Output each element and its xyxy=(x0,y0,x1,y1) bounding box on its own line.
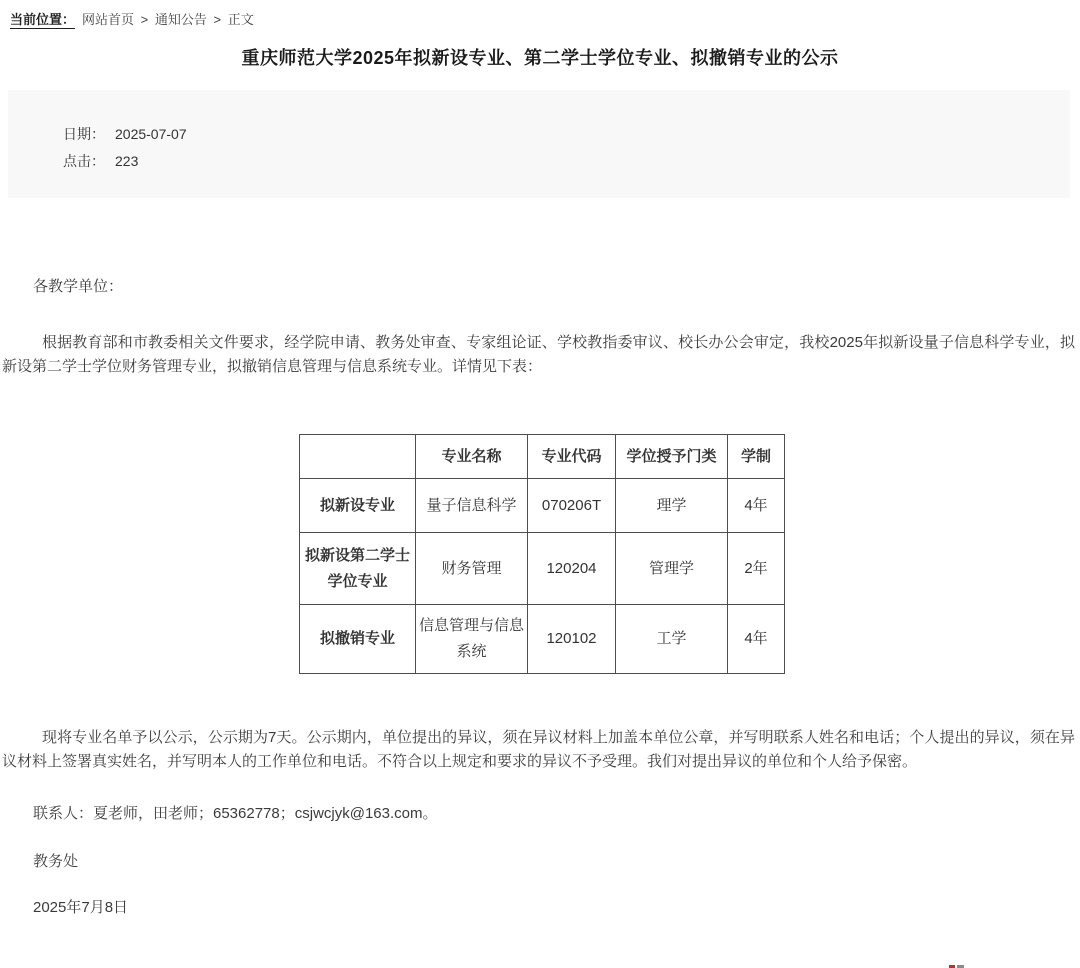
date-label: 日期： xyxy=(63,126,105,142)
row-duration: 4年 xyxy=(728,605,785,674)
row-degree-type: 理学 xyxy=(616,479,728,533)
meta-clicks-line xyxy=(63,148,1070,175)
signature-department: 教务处 xyxy=(33,853,79,870)
row-major-name: 信息管理与信息系统 xyxy=(416,605,528,674)
clicks-value: 223 xyxy=(115,153,139,169)
row-major-code: 120204 xyxy=(528,533,616,605)
row-duration: 4年 xyxy=(728,479,785,533)
meta-date-line xyxy=(63,121,1070,148)
row-category: 拟新设专业 xyxy=(300,479,416,533)
table-header-major-code: 专业代码 xyxy=(528,435,616,479)
breadcrumb-label: 当前位置： xyxy=(10,12,76,27)
contact-line: 联系人：夏老师，田老师；65362778；csjwcjyk@163.com。 xyxy=(33,805,438,822)
breadcrumb-link-home[interactable]: 网站首页 xyxy=(82,12,135,27)
breadcrumb xyxy=(10,9,254,28)
table-header-major-name: 专业名称 xyxy=(416,435,528,479)
table-row-new-major xyxy=(300,479,785,533)
row-major-code: 070206T xyxy=(528,479,616,533)
clicks-label: 点击： xyxy=(63,153,105,169)
breadcrumb-separator: > xyxy=(140,12,149,27)
table-row-revoked-major xyxy=(300,605,785,674)
table-row-second-degree xyxy=(300,533,785,605)
row-degree-type: 管理学 xyxy=(616,533,728,605)
breadcrumb-current-page: 正文 xyxy=(227,12,254,27)
salutation: 各教学单位： xyxy=(33,278,124,295)
row-duration: 2年 xyxy=(728,533,785,605)
row-category: 拟撤销专业 xyxy=(300,605,416,674)
row-category: 拟新设第二学士学位专业 xyxy=(300,533,416,605)
page-title: 重庆师范大学2025年拟新设专业、第二学士学位专业、拟撤销专业的公示 xyxy=(241,48,839,68)
breadcrumb-link-notices[interactable]: 通知公告 xyxy=(154,12,207,27)
intro-paragraph: 根据教育部和市教委相关文件要求，经学院申请、教务处审查、专家组论证、学校教指委审议、校长办公会审定，我校2025年拟新设量子信息科学专业，拟新设第二学士学位财务管理专业，拟撤销信息管理与信息系统专业。详情见下表： xyxy=(2,334,1075,375)
notice-paragraph: 现将专业名单予以公示，公示期为7天。公示期内，单位提出的异议，须在异议材料上加盖本单位公章，并写明联系人姓名和电话；个人提出的异议，须在异议材料上签署真实姓名，并写明本人的工作单位和电话。不符合以上规定和要求的异议不予受理。我们对提出异议的单位和个人给予保密。 xyxy=(2,729,1075,770)
table-header-row xyxy=(300,435,785,479)
row-major-code: 120102 xyxy=(528,605,616,674)
majors-table xyxy=(299,434,785,674)
article-meta-box xyxy=(8,90,1070,198)
signature-date: 2025年7月8日 xyxy=(33,899,129,916)
row-degree-type: 工学 xyxy=(616,605,728,674)
row-major-name: 财务管理 xyxy=(416,533,528,605)
table-header-category xyxy=(300,435,416,479)
breadcrumb-separator: > xyxy=(213,12,222,27)
table-header-duration: 学制 xyxy=(728,435,785,479)
date-value: 2025-07-07 xyxy=(115,126,187,142)
article-content xyxy=(2,276,1075,920)
row-major-name: 量子信息科学 xyxy=(416,479,528,533)
table-header-degree-type: 学位授予门类 xyxy=(616,435,728,479)
